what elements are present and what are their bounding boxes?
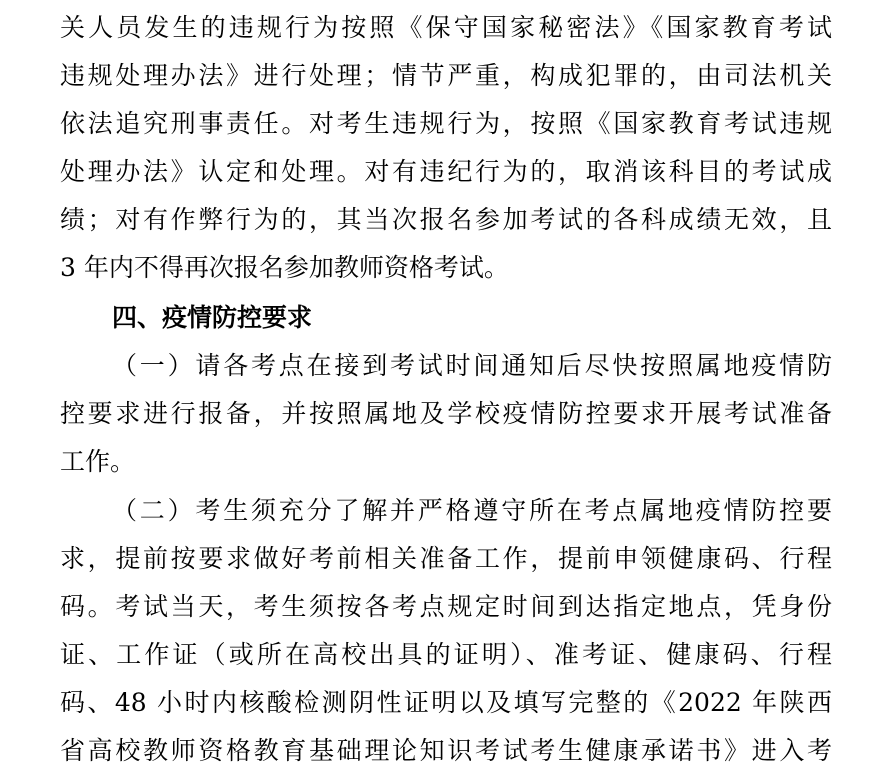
item-line: （一）请各考点在接到考试时间通知后尽快按照属地疫情防 bbox=[112, 351, 832, 380]
paragraph-line: 处理办法》认定和处理。对有违纪行为的，取消该科目的考试成 bbox=[60, 157, 832, 186]
item-line: 控要求进行报备，并按照属地及学校疫情防控要求开展考试准备 bbox=[60, 399, 832, 428]
item-line: （二）考生须充分了解并严格遵守所在考点属地疫情防控要 bbox=[112, 496, 832, 525]
paragraph-line: 关人员发生的违规行为按照《保守国家秘密法》《国家教育考试 bbox=[60, 13, 832, 42]
item-line: 求，提前按要求做好考前相关准备工作，提前申领健康码、行程 bbox=[60, 544, 832, 573]
paragraph-line: 违规处理办法》进行处理；情节严重，构成犯罪的，由司法机关 bbox=[60, 61, 832, 90]
paragraph-line: 依法追究刑事责任。对考生违规行为，按照《国家教育考试违规 bbox=[60, 109, 832, 138]
item-line: 工作。 bbox=[60, 447, 136, 476]
item-line: 码。考试当天，考生须按各考点规定时间到达指定地点，凭身份 bbox=[60, 592, 832, 621]
item-line: 码、48 小时内核酸检测阴性证明以及填写完整的《2022 年陕西 bbox=[60, 688, 832, 717]
item-line: 证、工作证（或所在高校出具的证明）、准考证、健康码、行程 bbox=[60, 640, 832, 669]
paragraph-line: 3 年内不得再次报名参加教师资格考试。 bbox=[60, 253, 509, 282]
paragraph-line: 绩；对有作弊行为的，其当次报名参加考试的各科成绩无效，且 bbox=[60, 205, 832, 234]
section-heading: 四、疫情防控要求 bbox=[112, 303, 313, 332]
item-line: 省高校教师资格教育基础理论知识考试考生健康承诺书》进入考 bbox=[60, 736, 832, 765]
